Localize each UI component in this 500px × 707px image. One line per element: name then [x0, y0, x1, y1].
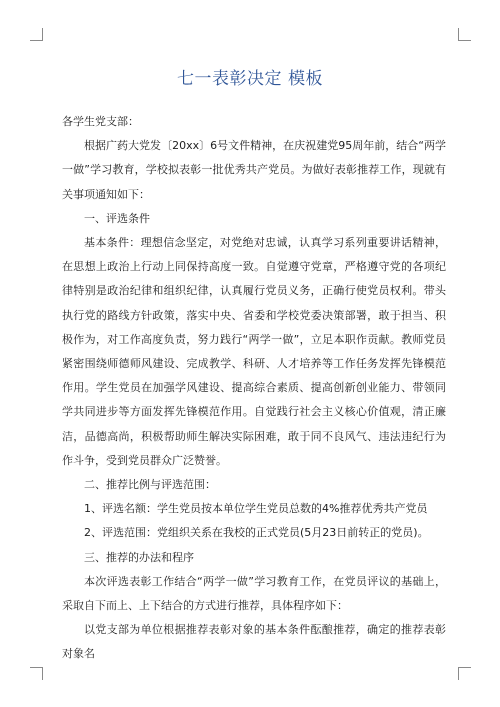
crop-mark-top-right: [458, 28, 471, 41]
section-heading-ratio-scope: 二、推荐比例与评选范围：: [84, 478, 216, 492]
crop-mark-bottom-right: [458, 667, 471, 680]
section-heading-criteria: 一、评选条件: [84, 211, 150, 225]
paragraph-procedure-intro: 本次评选表彰工作结合“两学一做”学习教育工作，在党员评议的基础上，采取自下而上、上下结合的方式进行推荐，具体程序如下：: [62, 574, 446, 613]
crop-mark-bottom-left: [30, 667, 43, 680]
paragraph-quota: 1、评选名额：学生党员按本单位学生党员总数的4%推荐优秀共产党员: [84, 502, 428, 516]
section-heading-procedure: 三、推荐的办法和程序: [84, 550, 194, 564]
paragraph-procedure-step: 以党支部为单位根据推荐表彰对象的基本条件酝酿推荐，确定的推荐表彰对象名: [62, 623, 446, 661]
paragraph-basic-conditions: 基本条件：理想信念坚定，对党绝对忠诚，认真学习系列重要讲话精神，在思想上政治上行动上同保持高度一致。自觉遵守党章，严格遵守党的各项纪律特别是政治纪律和组织纪律，认真履行党员义务，正确行使党员权利。带头执行党的路线方针政策，落实中央、省委和学校党委决策部署，敢于担当、积极作为，对工作高度负责，努力践行“两学一做”，立足本职作贡献。教师党员紧密围绕师德师风建设、完成教学、科研、人才培养等工作任务发挥先锋模范作用。学生党员在加强学风建设、提高综合素质、提高创新创业能力、带领同学共同进步等方面发挥先锋模范作用。自觉践行社会主义核心价值观，清正廉洁，品德高尚，积极帮助师生解决实际困难，敢于同不良风气、违法违纪行为作斗争，受到党员群众广泛赞誉。: [62, 236, 446, 467]
salutation: 各学生党支部：: [62, 115, 139, 128]
crop-mark-top-left: [30, 28, 43, 41]
document-body: [62, 110, 446, 667]
page-title: 七一表彰决定 模板: [177, 69, 323, 89]
paragraph-intro: 根据广药大党发〔20xx〕6号文件精神，在庆祝建党95周年前，结合“两学一做”学习教育，学校拟表彰一批优秀共产党员。为做好表彰推荐工作，现就有关事项通知如下：: [62, 139, 446, 201]
paragraph-scope: 2、评选范围：党组织关系在我校的正式党员(5月23日前转正的党员)。: [84, 526, 429, 540]
